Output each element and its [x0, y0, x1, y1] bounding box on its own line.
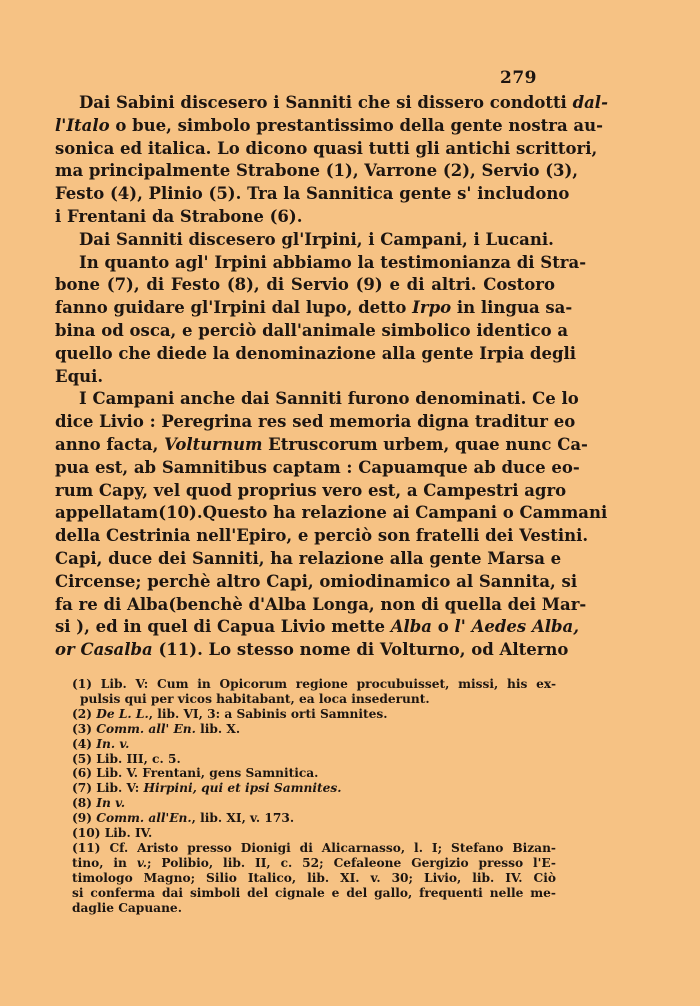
footnotes: [72, 677, 556, 916]
footnote: (2) De L. L., lib. VI, 3: a Sabinis orti Samnites.: [72, 706, 388, 721]
text-line: rum Capy, vel quod proprius vero est, a Campestri agro: [55, 480, 567, 500]
main-text: [55, 92, 608, 662]
footnote: (9) Comm. all'En., lib. XI, v. 173.: [72, 811, 295, 826]
text-line: si ), ed in quel di Capua Livio mette Alba o l' Aedes Alba,: [55, 617, 579, 637]
text-line: Dai Sabini discesero i Sanniti che si dissero condotti dal-: [79, 93, 608, 112]
text-line: In quanto agl' Irpini abbiamo la testimonianza di Stra-: [79, 252, 587, 272]
text-line: della Cestrinia nell'Epiro, e perciò son fratelli dei Vestini.: [55, 526, 589, 546]
text-line: Equi.: [55, 366, 104, 386]
footnote: (5) Lib. III, c. 5.: [72, 751, 181, 766]
text-line: fanno guidare gl'Irpini dal lupo, detto Irpo in lingua sa-: [55, 298, 573, 318]
footnote: (6) Lib. V. Frentani, gens Samnitica.: [72, 766, 319, 781]
text-line: bina od osca, e perciò dall'animale simbolico identico a: [55, 320, 569, 340]
text-line: Capi, duce dei Sanniti, ha relazione alla gente Marsa e: [55, 548, 562, 568]
footnote: (3) Comm. all' En. lib. X.: [72, 721, 241, 736]
text-line: anno facta, Volturnum Etruscorum urbem, quae nunc Ca-: [55, 434, 588, 454]
text-line: fa re di Alba(benchè d'Alba Longa, non di quella dei Mar-: [55, 594, 587, 614]
text-line: bone (7), di Festo (8), di Servio (9) e di altri. Costoro: [55, 275, 555, 295]
footnote: (4) In. v.: [72, 736, 130, 751]
footnote: (1) Lib. V: Cum in Opicorum regione procubuisset, missi, his ex-: [72, 677, 556, 691]
text-line: ma principalmente Strabone (1), Varrone (2), Servio (3),: [55, 161, 579, 181]
footnote: (8) In v.: [72, 796, 126, 811]
page-number: 279: [500, 68, 537, 88]
footnote-continuation: timologo Magno; Silio Italico, lib. XI. v. 30; Livio, lib. IV. Ciò: [72, 870, 556, 885]
text-line: or Casalba (11). Lo stesso nome di Volturno, od Alterno: [55, 640, 569, 660]
text-line: l'Italo o bue, simbolo prestantissimo della gente nostra au-: [55, 115, 603, 135]
text-line: pua est, ab Samnitibus captam : Capuamque ab duce eo-: [55, 457, 580, 477]
text-line: quello che diede la denominazione alla gente Irpia degli: [55, 343, 577, 363]
text-line: dice Livio : Peregrina res sed memoria digna traditur eo: [55, 412, 576, 432]
footnote-continuation: tino, in v.; Polibio, lib. II, c. 52; Cefaleone Gergizio presso l'E-: [72, 855, 556, 870]
text-line: Dai Sanniti discesero gl'Irpini, i Campani, i Lucani.: [79, 229, 554, 249]
text-line: I Campani anche dai Sanniti furono denominati. Ce lo: [79, 389, 579, 409]
footnote: (7) Lib. V: Hirpini, qui et ipsi Samnites.: [72, 781, 342, 796]
text-line: Festo (4), Plinio (5). Tra la Sannitica gente s' includono: [55, 184, 570, 204]
footnote: (11) Cf. Aristo presso Dionigi di Alicarnasso, l. I; Stefano Bizan-: [72, 840, 556, 855]
text-line: sonica ed italica. Lo dicono quasi tutti gli antichi scrittori,: [55, 138, 598, 158]
text-line: Circense; perchè altro Capi, omiodinamico al Sannita, si: [55, 571, 578, 591]
footnote: (10) Lib. IV.: [72, 826, 153, 841]
footnote-continuation: si conferma dai simboli del cignale e del gallo, frequenti nelle me-: [72, 885, 556, 900]
footnote-continuation: daglie Capuane.: [72, 900, 182, 915]
text-line: appellatam(10).Questo ha relazione ai Campani o Cammani: [55, 503, 608, 523]
text-line: i Frentani da Strabone (6).: [55, 206, 303, 226]
footnote-continuation: pulsis qui per vicos habitabant, ea loca insederunt.: [80, 691, 430, 706]
